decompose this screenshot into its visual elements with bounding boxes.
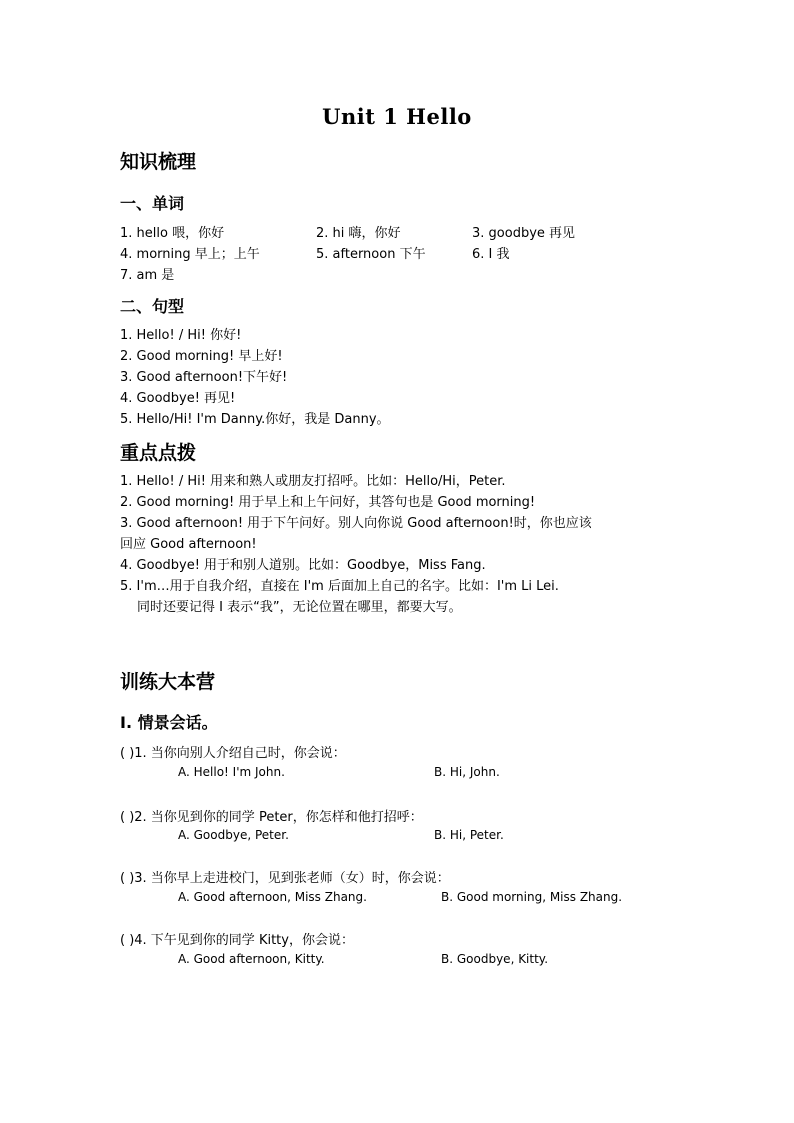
- word-item: 6. I 我: [472, 247, 510, 262]
- subheading-situational-dialogue: Ⅰ. 情景会话。: [120, 713, 218, 732]
- word-item: 2. hi 嗨，你好: [316, 226, 401, 241]
- word-item: 1. hello 喂，你好: [120, 226, 225, 241]
- sentence-item: 1. Hello! / Hi! 你好!: [120, 328, 242, 343]
- subheading-sentences: 二、句型: [120, 297, 185, 316]
- section-heading-training: 训练大本营: [120, 671, 216, 693]
- key-point-line: 同时还要记得 I 表示“我”，无论位置在哪里，都要大写。: [137, 600, 462, 615]
- question-stem: ( )1. 当你向别人介绍自己时，你会说：: [120, 746, 346, 761]
- option-b: B. Hi, John.: [434, 765, 500, 779]
- option-b: B. Goodbye, Kitty.: [441, 952, 549, 966]
- question-stem: ( )4. 下午见到你的同学 Kitty，你会说：: [120, 933, 354, 948]
- word-item: 7. am 是: [120, 268, 175, 283]
- option-a: A. Hello! I'm John.: [178, 765, 285, 779]
- key-point-line: 5. I'm…用于自我介绍，直接在 I'm 后面加上自己的名字。比如：I'm Li Lei.: [120, 579, 559, 594]
- key-point-line: 4. Goodbye! 用于和别人道别。比如：Goodbye，Miss Fang.: [120, 558, 486, 573]
- sentence-item: 2. Good morning! 早上好!: [120, 349, 283, 364]
- question-stem: ( )3. 当你早上走进校门，见到张老师（女）时，你会说：: [120, 871, 450, 886]
- section-heading-key-points: 重点点拨: [120, 442, 197, 464]
- document-title: Unit 1 Hello: [322, 104, 472, 129]
- word-item: 5. afternoon 下午: [316, 247, 426, 262]
- word-item: 4. morning 早上；上午: [120, 247, 260, 262]
- option-a: A. Goodbye, Peter.: [178, 828, 289, 842]
- option-a: A. Good afternoon, Miss Zhang.: [178, 890, 367, 904]
- option-b: B. Good morning, Miss Zhang.: [441, 890, 623, 904]
- key-point-line: 1. Hello! / Hi! 用来和熟人或朋友打招呼。比如：Hello/Hi，Peter.: [120, 474, 506, 489]
- option-a: A. Good afternoon, Kitty.: [178, 952, 325, 966]
- sentence-item: 4. Goodbye! 再见!: [120, 391, 236, 406]
- section-heading-knowledge: 知识梳理: [120, 151, 197, 173]
- subheading-words: 一、单词: [120, 194, 185, 213]
- sentence-item: 5. Hello/Hi! I'm Danny.你好，我是 Danny。: [120, 412, 390, 427]
- key-point-line: 回应 Good afternoon!: [120, 537, 257, 552]
- key-point-line: 2. Good morning! 用于早上和上午问好，其答句也是 Good morning!: [120, 495, 536, 510]
- option-b: B. Hi, Peter.: [434, 828, 504, 842]
- key-point-line: 3. Good afternoon! 用于下午问好。别人向你说 Good afternoon!时，你也应该: [120, 516, 592, 531]
- question-stem: ( )2. 当你见到你的同学 Peter，你怎样和他打招呼：: [120, 810, 423, 825]
- word-item: 3. goodbye 再见: [472, 226, 576, 241]
- sentence-item: 3. Good afternoon!下午好!: [120, 370, 288, 385]
